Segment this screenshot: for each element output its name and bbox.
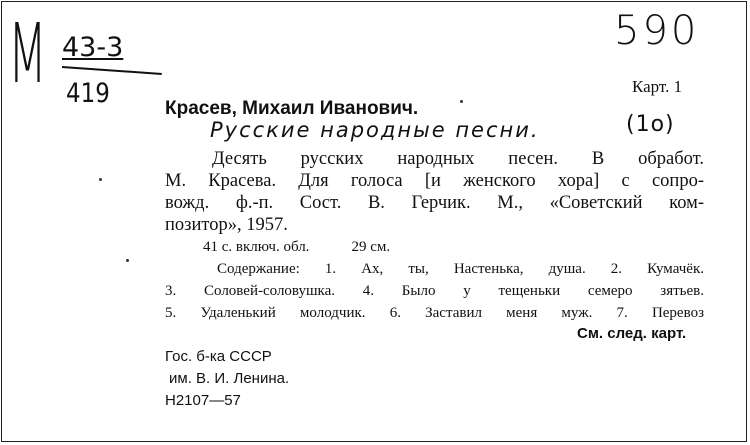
contents-line-3: 5. Удаленький молодчик. 6. Заставил меня муж. 7. Перевоз [165, 305, 704, 321]
contents-line-1: Содержание: 1. Ах, ты, Настенька, душа. 2. Кумачёк. [217, 261, 704, 277]
author-heading: Красев, Михаил Иванович. [165, 98, 419, 119]
shelf-mark-divider [62, 66, 162, 75]
speck [126, 259, 129, 262]
print-code: Н2107—57 [165, 392, 241, 409]
handwritten-mark: (1о) [626, 112, 675, 137]
page-count: 41 с. включ. обл. [203, 239, 310, 255]
inventory-number: 590 [614, 8, 700, 54]
see-next-card: См. след. карт. [577, 325, 687, 342]
description-line-3: вожд. ф.-п. Сост. В. Герчик. М., «Советский ком- [165, 193, 704, 213]
physical-description [203, 237, 390, 258]
description-line-2: М. Красева. Для голоса [и женского хора] с сопро- [165, 171, 704, 191]
handwritten-title: Русские народные песни. [210, 118, 540, 142]
catalog-card [1, 1, 747, 442]
speck [99, 178, 102, 181]
shelf-mark-letter: М [8, 7, 47, 102]
speck [460, 100, 463, 103]
description-line-4: позитор», 1957. [165, 215, 288, 235]
card-number: Карт. 1 [632, 77, 683, 96]
contents-line-2: 3. Соловей-соловушка. 4. Было у тещеньки семеро зятьев. [165, 283, 704, 299]
library-name: Гос. б-ка СССР [165, 348, 272, 365]
description-line-1: Десять русских народных песен. В обработ. [212, 149, 704, 169]
shelf-mark-line-2: 419 [66, 78, 110, 109]
library-named-after: им. В. И. Ленина. [169, 370, 290, 387]
book-size: 29 см. [351, 239, 391, 255]
shelf-mark-line-1: 43-3 [62, 32, 124, 63]
